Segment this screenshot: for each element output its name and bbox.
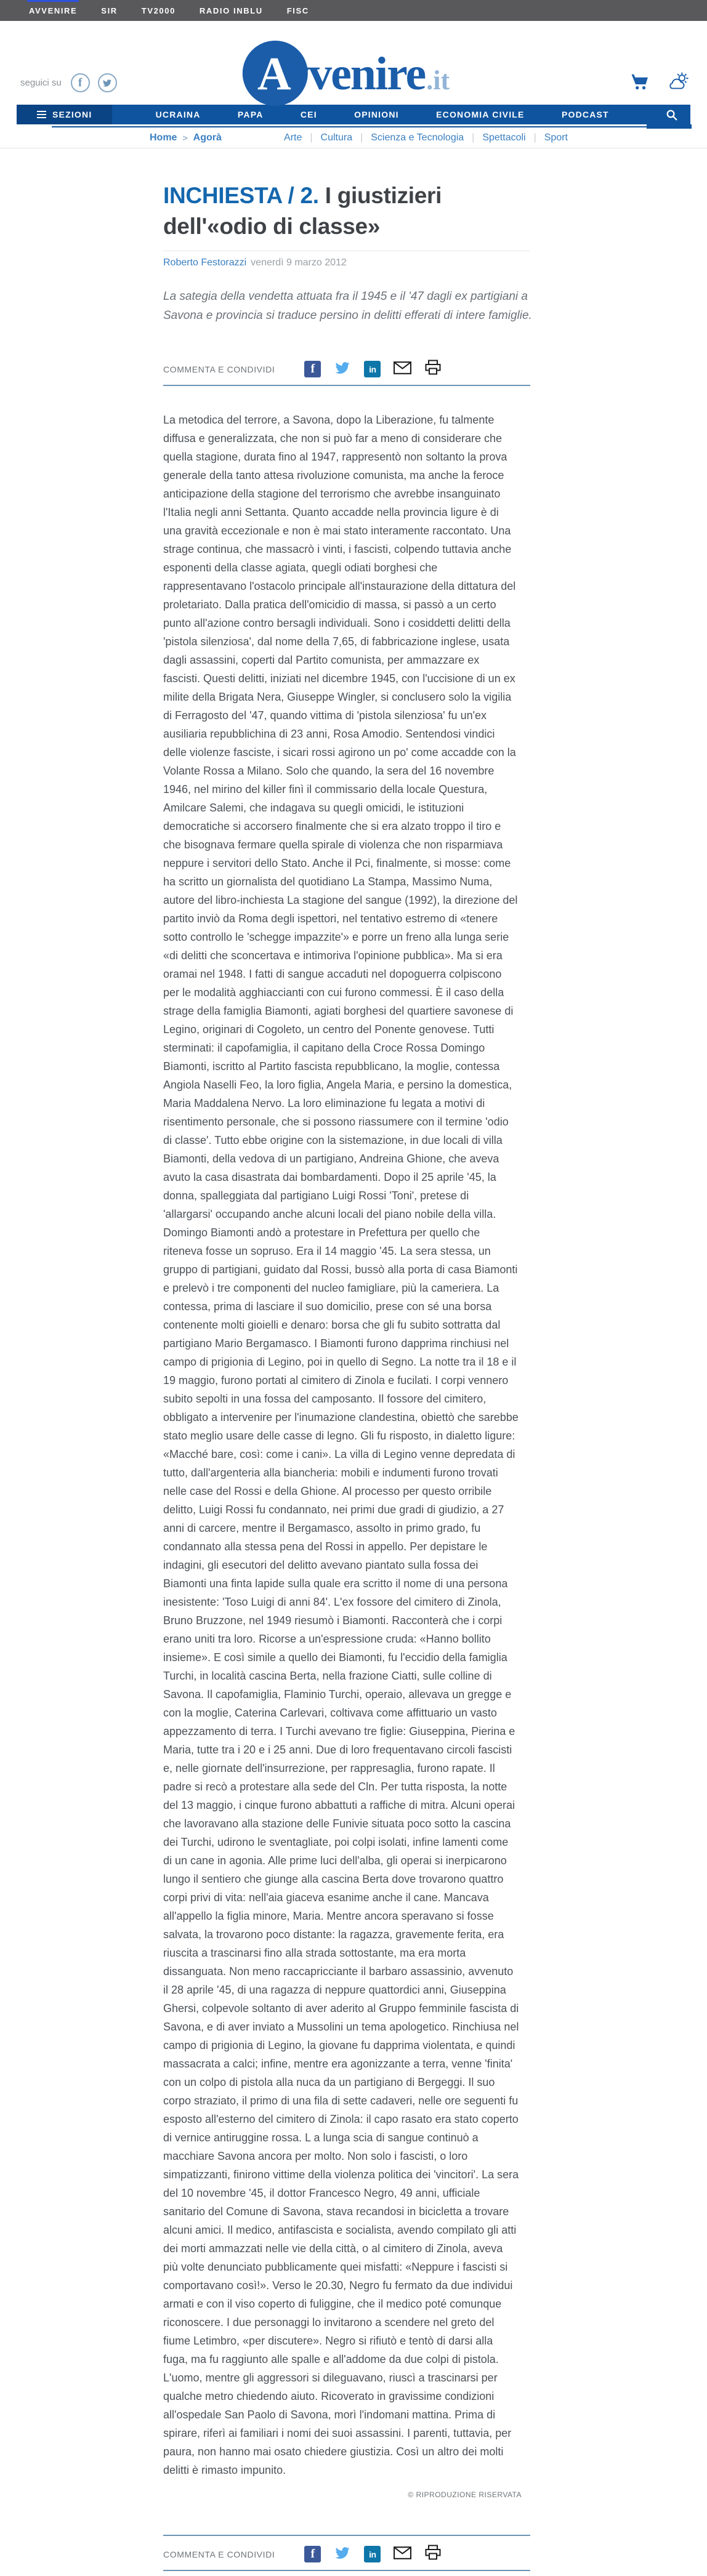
breadcrumb-home-link[interactable]: Home: [150, 132, 177, 143]
nav-underline: [52, 126, 655, 127]
subnav-divider: |: [310, 132, 313, 143]
print-icon[interactable]: [424, 2545, 442, 2564]
breadcrumb-row: [0, 127, 707, 148]
main-nav-items: [112, 105, 652, 124]
breadcrumb-current-link[interactable]: Agorà: [193, 132, 222, 143]
main-nav: [17, 105, 690, 124]
subnav-item-scienza-tecnologia[interactable]: Scienza e Tecnologia: [371, 132, 464, 143]
subnav-item-spettacoli[interactable]: Spettacoli: [482, 132, 526, 143]
article-summary: La sategia della vendetta attuata fra il 1945 e il '47 dagli ex partigiani a Savona e provincia si traduce persino in delitti efferati di intere famiglie.: [163, 290, 532, 322]
facebook-share-icon[interactable]: f: [304, 2546, 321, 2562]
follow-area: [20, 73, 117, 92]
share-divider: [163, 2570, 530, 2571]
twitter-share-icon[interactable]: [334, 361, 351, 378]
copyright-notice: © RIPRODUZIONE RISERVATA: [408, 2490, 522, 2499]
twitter-bird-icon: [102, 79, 112, 87]
subnav-divider: |: [360, 132, 363, 143]
weather-icon[interactable]: [666, 72, 690, 94]
facebook-share-icon[interactable]: f: [304, 361, 321, 377]
section-subnav: [284, 132, 568, 143]
linkedin-share-icon[interactable]: in: [364, 2546, 381, 2562]
avvenire-logo[interactable]: [257, 46, 450, 102]
share-divider: [163, 2535, 530, 2536]
masthead-utilities: [631, 72, 690, 94]
topbar-item-avvenire[interactable]: AVVENIRE: [27, 0, 79, 21]
article-title: [163, 180, 530, 242]
share-divider: [163, 385, 530, 386]
subnav-divider: |: [533, 132, 536, 143]
network-topbar-nav: [0, 0, 707, 21]
menu-icon: [37, 111, 46, 118]
network-topbar: [0, 0, 707, 21]
nav-item-cei[interactable]: CEI: [300, 110, 317, 119]
topbar-item-fisc[interactable]: FISC: [286, 6, 309, 15]
search-icon[interactable]: [652, 105, 690, 124]
masthead: [0, 21, 707, 105]
share-icons: [304, 2545, 442, 2564]
subnav-item-arte[interactable]: Arte: [284, 132, 302, 143]
breadcrumb: [150, 132, 222, 143]
subnav-item-cultura[interactable]: Cultura: [320, 132, 353, 143]
cart-icon[interactable]: [631, 73, 649, 93]
nav-item-opinioni[interactable]: OPINIONI: [354, 110, 399, 119]
logo-wordmark: Avvenire: [257, 48, 426, 100]
publish-date: venerdì 9 marzo 2012: [251, 257, 347, 268]
author-link[interactable]: Roberto Festorazzi: [163, 257, 247, 268]
linkedin-share-icon[interactable]: in: [364, 361, 381, 377]
follow-label: seguici su: [20, 78, 62, 88]
subnav-divider: |: [472, 132, 475, 143]
topbar-item-sir[interactable]: SIR: [101, 6, 118, 15]
article-headline: I giustizieri dell'«odio di classe»: [163, 183, 442, 239]
share-row-top: [163, 360, 530, 379]
share-icons: [304, 360, 442, 379]
nav-item-economia-civile[interactable]: ECONOMIA CIVILE: [436, 110, 525, 119]
facebook-circle-icon[interactable]: [71, 73, 90, 92]
logo-suffix: .it: [426, 65, 450, 95]
twitter-circle-icon[interactable]: [98, 73, 117, 92]
nav-item-papa[interactable]: PAPA: [237, 110, 264, 119]
nav-underline-stub: [647, 124, 692, 129]
article-body: La metodica del terrore, a Savona, dopo la Liberazione, fu talmente diffusa e generalizzata, che non si può far a meno di considerare che quella stagione, durata fino al 1947, rappresentò non soltanto la prova generale della tanto attesa rivoluzione comunista, ma anche la feroce anticipazione della stagione del terrorismo che avrebbe insanguinato l'Italia negli anni Settanta. Quanto accadde nella provincia ligure è di una gravità eccezionale e non è mai stato interamente raccontato. Una strage continua, che massacrò i vinti, i fascisti, colpendo tuttavia anche esponenti della classe agiata, quegli odiati borghesi che rappresentavano l'ostacolo principale all'instaurazione della dittatura del proletariato. Dalla pratica dell'omicidio di massa, si passò a un certo punto all'azione contro bersagli individuali. Sono i cosiddetti delitti della 'pistola silenziosa', dal nome della 7,65, di fabbricazione inglese, usata dagli assassini, coperti dal Partito comunista, per ammazzare ex fascisti. Questi delitti, iniziati nel dicembre 1945, con l'uccisione di un ex milite della Brigata Nera, Giuseppe Wingler, si conclusero solo la vigilia di Ferragosto del '47, quando vittima di 'pistola silenziosa' fu un'ex ausiliaria repubblichina di 23 anni, Rosa Amodio. Sentendosi vindici delle violenze fasciste, i sicari rossi agirono un po' come accadde con la Volante Rossa a Milano. Solo che quando, la sera del 16 novembre 1946, nel mirino del killer finì il commissario della locale Questura, Amilcare Salemi, che indagava su quegli omicidi, le istituzioni democratiche si accorsero finalmente che si era alzato troppo il tiro e che bisognava fermare quella spirale di violenza che non risparmiava neppure i servitori dello Stato. Anche il Pci, finalmente, si mosse: come ha scritto un giornalista del quotidiano La Stampa, Massimo Numa, autore del libro-inchiesta La stagione del sangue (1992), la direzione del partito inviò da Roma degli ispettori, nel tentativo estremo di «tenere sotto controllo le 'schegge impazzite'» e porre un freno alla lunga serie «di delitti che sconcertava e intimoriva l'opinione pubblica». Ma si era oramai nel 1948. I fatti di sangue accaduti nel dopoguerra colpiscono per le modalità agghiaccianti con cui furono commessi. È il caso della strage della famiglia Biamonti, agiati borghesi del quartiere savonese di Legino, originari di Cogoleto, un centro del Ponente genovese. Tutti sterminati: il capofamiglia, il capitano della Croce Rossa Domingo Biamonti, iscritto al Partito fascista repubblicano, la moglie, contessa Angiola Naselli Feo, la loro figlia, Angela Maria, e persino la domestica, Maria Maddalena Nervo. La loro eliminazione fu legata a motivi di risentimento personale, che si possono riassumere con il termine 'odio di classe'. Tutto ebbe origine con la sistemazione, in due locali di villa Biamonti, della vedova di un partigiano, Andreina Ghione, che aveva avuto la casa disastrata dai bombardamenti. Dopo il 25 aprile '45, la donna, spalleggiata dal partigiano Luigi Rossi 'Toni', pretese di 'allargarsi' occupando anche alcuni locali del piano nobile della villa. Domingo Biamonti andò a protestare in Prefettura per quello che riteneva fosse un sopruso. Era il 14 maggio '45. La sera stessa, un gruppo di partigiani, guidato dal Rossi, bussò alla porta di casa Biamonti e prelevò i tre componenti del nucleo famigliare, più la cameriera. La contessa, prima di lasciare il suo domicilio, prese con sé una borsa contenente molti gioielli e denaro: borsa che gli fu subito sottratta dal partigiano Mario Bergamasco. I Biamonti furono dapprima rinchiusi nel campo di prigionia di Legino, poi in quello di Segno. La notte tra il 18 e il 19 maggio, furono portati al cimitero di Zinola e fucilati. I corpi vennero subito sepolti in una fossa del camposanto. Il fossore del cimitero, obbligato a intervenire per l'inumazione clandestina, obiettò che sarebbe stato meglio usare delle casse di legno. Gli fu risposto, in dialetto ligure: «Macché bare, così: come i cani». La villa di Legino venne depredata di tutto, dall'argenteria alla biancheria: mobili e indumenti furono trovati nelle case del Rossi e della Ghione. Al processo per questo orribile delitto, Luigi Rossi fu condannato, nei primi due gradi di giudizio, a 27 anni di carcere, mentre il Bergamasco, assolto in primo grado, fu condannato alla stessa pena del Rossi in appello. Per depistare le indagini, gli esecutori del delitto avevano piantato sulla fossa dei Biamonti una finta lapide sulla quale era scritto il nome di una persona inesistente: 'Toso Luigi di anni 84'. L'ex fossore del cimitero di Zinola, Bruno Bruzzone, nel 1949 riesumò i Biamonti. Racconterà che i corpi erano uniti tra loro. Ricorse a un'espressione cruda: «Hanno bollito insieme». E così simile a quello dei Biamonti, fu l'eccidio della famiglia Turchi, in località cascina Berta, nella frazione Ciatti, sulle colline di Savona. Il capofamiglia, Flaminio Turchi, operaio, allevava un gregge e con la moglie, Caterina Carlevari, coltivava come affittuario un vasto appezzamento di terra. I Turchi avevano tre figlie: Giuseppina, Pierina e Maria, tutte tra i 20 e i 25 anni. Due di loro frequentavano circoli fascisti e, nelle giornate dell'insurrezione, per rappresaglia, furono rapate. Il padre si recò a protestare alla sede del Cln. Per tutta risposta, la notte del 13 maggio, i cinque furono abbattuti a raffiche di mitra. Alcuni operai che lavoravano alla stazione delle Funivie situata poco sotto la cascina dei Turchi, udirono le sventagliate, poi colpi isolati, infine lamenti come di un cane in agonia. Alle prime luci dell'alba, gli operai si inerpicarono lungo il sentiero che giunge alla cascina Berta dove trovarono quattro corpi privi di vita: nell'aia giaceva esanime anche il cane. Mancava all'appello la figlia minore, Maria. Mentre ancora speravano si fosse salvata, la trovarono poco distante: la ragazza, gravemente ferita, era riuscita a trascinarsi fino alla strada sottostante, ma era morta dissanguata. Non meno raccapricciante il barbaro assassinio, avvenuto il 28 aprile '45, di una ragazza di neppure quattordici anni, Giuseppina Ghersi, colpevole soltanto di aver aderito al Gruppo femminile fascista di Savona, e di aver inviato a Mussolini un tema apologetico. Rinchiusa nel campo di prigionia di Legino, la giovane fu dapprima violentata, e quindi massacrata a calci; infine, mentre era agonizzante a terra, venne 'finita' con un colpo di pistola alla nuca da un partigiano di Bergeggi. Il suo corpo straziato, il primo di una fila di sette cadaveri, nelle ore seguenti fu esposto all'esterno del cimitero di Zinola: il capo rasato era stato coperto di vernice antiruggine rossa. L a lunga scia di sangue continuò a macchiare Savona ancora per molto. Non solo i fascisti, o loro simpatizzanti, finirono vittime della violenza politica dei 'vincitori'. La sera del 10 novembre '45, il dottor Francesco Negro, 49 anni, ufficiale sanitario del Comune di Savona, stava recandosi in bicicletta a trovare alcuni amici. Il medico, antifascista e socialista, avendo compilato gli atti dei morti ammazzati nelle vie della città, o al cimitero di Zinola, aveva più volte denunciato pubblicamente quei misfatti: «Neppure i fascisti si comportavano così!». Verso le 20.30, Negro fu fermato da due individui armati e con il viso coperto di fuliggine, che il medico poté comunque riconoscere. I due personaggi lo invitarono a scendere nel greto del fiume Letimbro, «per discutere». Negro si rifiutò e tentò di darsi alla fuga, ma fu raggiunto alle spalle e all'addome da due colpi di pistola. L'uomo, mentre gli aggressori si dileguavano, riuscì a trascinarsi per qualche metro chiedendo aiuto. Ricoverato in gravissime condizioni all'ospedale San Paolo di Savona, morì l'indomani mattina. Prima di spirare, riferì ai familiari i nomi dei suoi assassini. I parenti, tuttavia, per paura, non hanno mai osato chiedere giustizia. Così un altro dei molti delitti è rimasto impunito.: [163, 414, 519, 2476]
email-share-icon[interactable]: [394, 361, 411, 377]
nav-item-ucraina[interactable]: UCRAINA: [155, 110, 201, 119]
email-share-icon[interactable]: [394, 2546, 411, 2562]
twitter-share-icon[interactable]: [334, 2546, 351, 2563]
sections-label: SEZIONI: [52, 110, 92, 119]
share-label: COMMENTA E CONDIVIDI: [163, 364, 275, 374]
facebook-letter: f: [78, 76, 83, 89]
nav-item-podcast[interactable]: PODCAST: [561, 110, 609, 119]
share-label: COMMENTA E CONDIVIDI: [163, 2549, 275, 2559]
article: [163, 180, 530, 2576]
topbar-item-radio-inblu[interactable]: RADIO INBLU: [199, 6, 263, 15]
byline: [163, 257, 530, 268]
sections-menu-button[interactable]: [17, 105, 112, 124]
topbar-item-tv2000[interactable]: TV2000: [141, 6, 176, 15]
share-row-bottom: [163, 2545, 530, 2564]
subnav-item-sport[interactable]: Sport: [544, 132, 568, 143]
article-kicker: INCHIESTA / 2.: [163, 183, 319, 208]
print-icon[interactable]: [424, 360, 442, 379]
breadcrumb-separator-icon: >: [182, 132, 188, 143]
